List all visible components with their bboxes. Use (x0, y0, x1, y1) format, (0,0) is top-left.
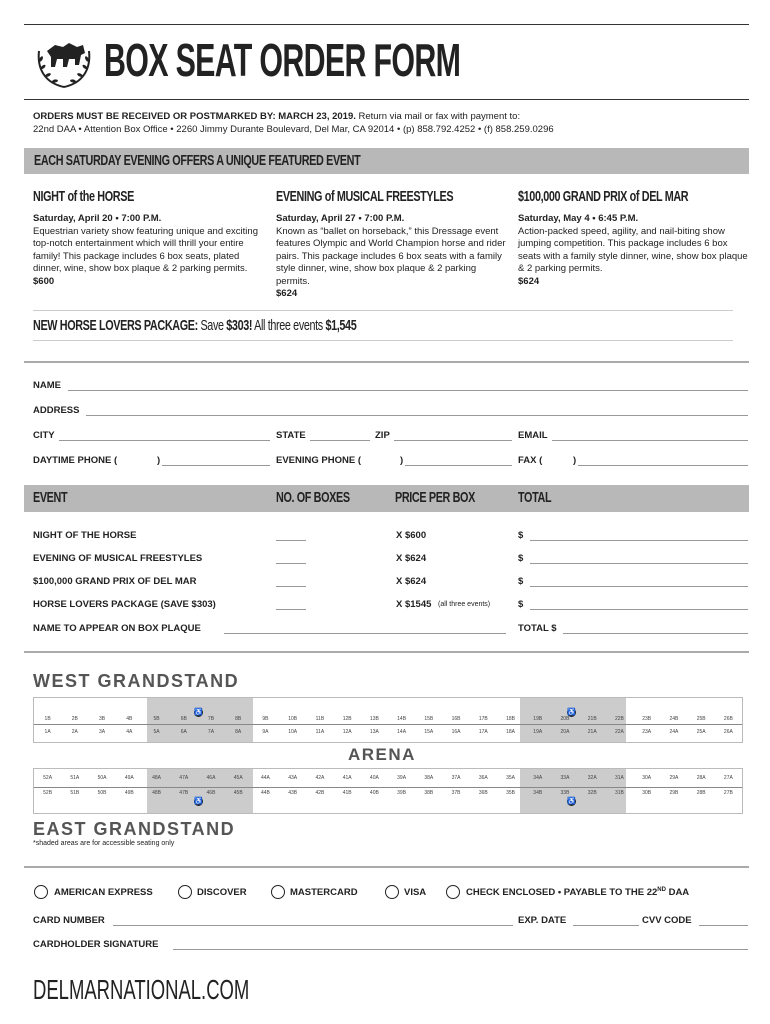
total-field[interactable] (530, 586, 748, 587)
row-price: X $624 (396, 553, 427, 564)
seat-box[interactable]: 35B (506, 790, 515, 796)
signature-field[interactable] (173, 949, 748, 950)
seat-box[interactable]: 34B (533, 790, 543, 796)
seat-box[interactable]: 20A (560, 729, 570, 735)
package-rule (33, 340, 733, 341)
col-event: EVENT (33, 489, 68, 506)
seat-box[interactable]: 37B (451, 790, 461, 796)
package-price: $1,545 (325, 317, 357, 334)
seat-box[interactable]: 42B (315, 790, 325, 796)
seat-box[interactable]: 49A (124, 775, 134, 781)
daytime-phone-paren: ) (157, 455, 161, 466)
seat-box[interactable]: 18B (506, 716, 515, 722)
wheelchair-icon: ♿ (194, 798, 203, 805)
seat-box[interactable]: 32A (587, 775, 597, 781)
name-field[interactable] (68, 390, 748, 391)
city-label: CITY (33, 430, 55, 441)
seat-box[interactable]: 24A (669, 729, 679, 735)
check-sup: ND (657, 887, 666, 893)
seat-box[interactable]: 1A (44, 729, 51, 735)
amex-label: AMERICAN EXPRESS (54, 887, 153, 898)
seat-box[interactable]: 28B (696, 790, 706, 796)
arena-label: ARENA (348, 745, 416, 764)
seat-box[interactable]: 14A (397, 729, 407, 735)
row-divider (34, 787, 742, 788)
seat-box[interactable]: 14B (397, 716, 407, 722)
exp-date-field[interactable] (573, 925, 639, 926)
seat-box[interactable]: 40A (369, 775, 379, 781)
seat-box[interactable]: 34A (533, 775, 543, 781)
east-grandstand-label: EAST GRANDSTAND (33, 819, 236, 839)
total-field[interactable] (530, 609, 748, 610)
package-rest: All three events (252, 317, 326, 334)
seat-box[interactable]: 47B (179, 790, 189, 796)
fax-field[interactable] (578, 465, 748, 466)
seat-box[interactable]: 26A (723, 729, 733, 735)
seat-box[interactable]: 17A (478, 729, 488, 735)
check-label (466, 887, 689, 898)
west-grandstand-chart (33, 697, 743, 743)
event-date: Saturday, April 20 • 7:00 P.M. (33, 213, 162, 224)
seat-box[interactable]: 42A (315, 775, 325, 781)
event-date: Saturday, May 4 • 6:45 P.M. (518, 213, 639, 224)
event-description: Known as “ballet on horseback,” this Dressage event features Olympic and World Champion horse and rider pairs. This package includes 6 box seats with a family style dinner, wine, show box plaque & 2 parking permits. (276, 225, 506, 287)
evening-phone-label: EVENING PHONE ( (276, 455, 361, 466)
west-grandstand-label: WEST GRANDSTAND (33, 671, 240, 691)
event-price: $600 (33, 275, 55, 287)
seat-box[interactable]: 19B (533, 716, 543, 722)
event-title: $100,000 GRAND PRIX of DEL MAR (518, 188, 689, 205)
seat-box[interactable]: 4A (126, 729, 133, 735)
seat-box[interactable]: 41A (342, 775, 352, 781)
seat-box[interactable]: 36B (478, 790, 488, 796)
seat-box[interactable]: 7A (207, 729, 215, 735)
seat-box[interactable]: 39B (397, 790, 407, 796)
seat-box[interactable]: 47A (179, 775, 189, 781)
visa-label: VISA (404, 887, 427, 898)
seat-box[interactable]: 43B (288, 790, 298, 796)
fax-paren: ) (573, 455, 577, 466)
seat-box[interactable]: 24B (669, 716, 679, 722)
seat-box[interactable]: 40B (369, 790, 379, 796)
zip-label: ZIP (375, 430, 390, 441)
horse-logo-icon (33, 33, 95, 91)
seat-box[interactable]: 44A (261, 775, 270, 781)
seat-box[interactable]: 16A (451, 729, 461, 735)
seat-box[interactable]: 21B (587, 716, 597, 722)
seat-box[interactable]: 13B (369, 716, 379, 722)
order-table-header (24, 485, 749, 512)
seat-box[interactable]: 4B (126, 716, 133, 722)
seat-box[interactable]: 51B (70, 790, 80, 796)
event-title: NIGHT of the HORSE (33, 188, 134, 205)
seat-box[interactable]: 23B (642, 716, 652, 722)
seat-box[interactable]: 8A (235, 729, 242, 735)
cvv-field[interactable] (699, 925, 748, 926)
event-title: EVENING of MUSICAL FREESTYLES (276, 188, 454, 205)
footer-website[interactable]: DELMARNATIONAL.COM (33, 974, 250, 1005)
exp-date-label: EXP. DATE (518, 915, 567, 926)
plaque-label: NAME TO APPEAR ON BOX PLAQUE (33, 623, 201, 634)
events-banner (24, 148, 749, 174)
seat-box[interactable]: 27A (723, 775, 733, 781)
deadline-text (33, 111, 748, 124)
col-boxes: NO. OF BOXES (276, 489, 350, 506)
seat-box[interactable]: 25B (696, 716, 706, 722)
deadline-bold: ORDERS MUST BE RECEIVED OR POSTMARKED BY: MARCH 23, 2019. (33, 111, 356, 122)
seat-box[interactable]: 26B (723, 716, 733, 722)
package-save: Save (197, 317, 227, 334)
evening-phone-field[interactable] (405, 465, 512, 466)
state-field[interactable] (310, 440, 370, 441)
row-price: X $600 (396, 530, 427, 541)
seat-box[interactable]: 10A (288, 729, 298, 735)
seat-box[interactable]: 38A (424, 775, 434, 781)
seat-box[interactable]: 22A (615, 729, 624, 735)
seat-box[interactable]: 30A (642, 775, 652, 781)
seat-box[interactable]: 28A (696, 775, 706, 781)
seat-box[interactable]: 44B (261, 790, 270, 796)
col-total: TOTAL (518, 489, 552, 506)
row-divider (34, 724, 742, 725)
seat-box[interactable]: 2A (71, 729, 78, 735)
seat-box[interactable]: 41B (342, 790, 352, 796)
seat-box[interactable]: 29B (669, 790, 679, 796)
boxes-field[interactable] (276, 586, 306, 587)
boxes-field[interactable] (276, 563, 306, 564)
top-rule (24, 24, 749, 25)
mastercard-radio[interactable] (271, 885, 285, 899)
seat-box[interactable]: 35A (506, 775, 515, 781)
seat-box[interactable]: 52A (43, 775, 53, 781)
check-radio[interactable] (446, 885, 460, 899)
dollar-sign: $ (518, 576, 524, 587)
event-price: $624 (518, 275, 540, 287)
seat-box[interactable]: 51A (70, 775, 80, 781)
seat-box[interactable]: 12B (342, 716, 352, 722)
section-divider (24, 866, 749, 868)
seat-box[interactable]: 13A (369, 729, 379, 735)
name-label: NAME (33, 380, 61, 391)
seat-box[interactable]: 3B (99, 716, 106, 722)
seat-box[interactable]: 48A (152, 775, 161, 781)
accessible-note: *shaded areas are for accessible seating only (33, 840, 175, 847)
seat-box[interactable]: 2B (71, 716, 78, 722)
total-field[interactable] (530, 540, 748, 541)
seat-box[interactable]: 52B (43, 790, 53, 796)
address-label: ADDRESS (33, 405, 80, 416)
seat-box[interactable]: 19A (533, 729, 543, 735)
mastercard-label: MASTERCARD (290, 887, 358, 898)
address-field[interactable] (86, 415, 748, 416)
card-number-field[interactable] (113, 925, 513, 926)
seat-box[interactable]: 39A (397, 775, 407, 781)
row-event: $100,000 GRAND PRIX OF DEL MAR (33, 576, 197, 587)
seat-box[interactable]: 1B (44, 716, 51, 722)
seat-box[interactable]: 25A (696, 729, 706, 735)
seat-box[interactable]: 50B (97, 790, 107, 796)
events-banner-text: EACH SATURDAY EVENING OFFERS A UNIQUE FEATURED EVENT (34, 152, 361, 169)
seat-box[interactable]: 31A (615, 775, 624, 781)
city-field[interactable] (59, 440, 270, 441)
seat-box[interactable]: 21A (587, 729, 597, 735)
event-column-3 (518, 186, 750, 288)
event-column-2 (276, 186, 508, 301)
row-event: EVENING OF MUSICAL FREESTYLES (33, 553, 203, 564)
wheelchair-icon: ♿ (194, 709, 203, 716)
boxes-field[interactable] (276, 540, 306, 541)
check-text: CHECK ENCLOSED • PAYABLE TO THE 22 (466, 887, 658, 899)
seat-box[interactable]: 45A (233, 775, 243, 781)
title-rule (24, 99, 749, 100)
grand-total-label: TOTAL $ (518, 623, 557, 634)
package-save-amount: $303! (226, 317, 253, 334)
evening-phone-paren: ) (400, 455, 404, 466)
event-description: Action-packed speed, agility, and nail-biting show jumping competition. This package includes 6 box seats with a family style dinner, wine, show box plaque & 2 parking permits. (518, 225, 748, 274)
seat-box[interactable]: 33A (560, 775, 570, 781)
seat-box[interactable]: 18A (506, 729, 515, 735)
daytime-phone-label: DAYTIME PHONE ( (33, 455, 118, 466)
email-label: EMAIL (518, 430, 548, 441)
events-rule (33, 310, 733, 311)
row-note: (all three events) (438, 601, 491, 608)
row-event: NIGHT OF THE HORSE (33, 530, 137, 541)
wheelchair-icon: ♿ (567, 709, 576, 716)
seat-box[interactable]: 33B (560, 790, 570, 796)
row-price: X $1545 (396, 599, 432, 610)
daytime-phone-field[interactable] (162, 465, 270, 466)
seat-box[interactable]: 46A (206, 775, 216, 781)
seat-box[interactable]: 30B (642, 790, 652, 796)
seat-box[interactable]: 11B (315, 716, 325, 722)
seat-box[interactable]: 29A (669, 775, 679, 781)
check-end: DAA (665, 887, 690, 899)
seat-box[interactable]: 49B (124, 790, 134, 796)
seat-box[interactable]: 7B (207, 716, 215, 722)
seat-box[interactable]: 38B (424, 790, 434, 796)
seat-box[interactable]: 16B (451, 716, 461, 722)
amex-radio[interactable] (34, 885, 48, 899)
seat-box[interactable]: 15B (424, 716, 434, 722)
wheelchair-icon: ♿ (567, 798, 576, 805)
event-price: $624 (276, 288, 298, 299)
seat-box[interactable]: 10B (288, 716, 298, 722)
row-event: HORSE LOVERS PACKAGE (SAVE $303) (33, 599, 216, 610)
seat-box[interactable]: 32B (587, 790, 597, 796)
seat-box[interactable]: 17B (478, 716, 488, 722)
email-field[interactable] (552, 440, 748, 441)
zip-field[interactable] (394, 440, 512, 441)
seat-box[interactable]: 36A (478, 775, 488, 781)
package-label: NEW HORSE LOVERS PACKAGE: (33, 317, 198, 334)
event-description: Equestrian variety show featuring unique and exciting top-notch entertainment which will thrill your entire family! This package includes 6 box seats, plated dinner, wine, show box plaque & 2 parking permits. (33, 225, 258, 274)
east-grandstand-chart (33, 768, 743, 814)
discover-label: DISCOVER (197, 887, 247, 898)
event-column-1 (33, 186, 269, 288)
seat-box[interactable]: 31B (615, 790, 624, 796)
seat-box[interactable]: 50A (97, 775, 107, 781)
grand-total-field[interactable] (563, 633, 748, 634)
seat-box[interactable]: 46B (206, 790, 216, 796)
fax-label: FAX ( (518, 455, 543, 466)
seat-box[interactable]: 9B (262, 716, 269, 722)
seat-box[interactable]: 37A (451, 775, 461, 781)
section-divider (24, 651, 749, 653)
seat-box[interactable]: 48B (152, 790, 161, 796)
seat-box[interactable]: 5B (153, 716, 160, 722)
section-divider (24, 361, 749, 363)
total-field[interactable] (530, 563, 748, 564)
dollar-sign: $ (518, 553, 524, 564)
seat-box[interactable]: 22B (615, 716, 624, 722)
row-price: X $624 (396, 576, 427, 587)
page-title: BOX SEAT ORDER FORM (104, 34, 461, 86)
seat-box[interactable]: 3A (99, 729, 106, 735)
signature-label: CARDHOLDER SIGNATURE (33, 939, 159, 950)
deadline-rest: Return via mail or fax with payment to: (355, 111, 521, 122)
seat-box[interactable]: 45B (233, 790, 243, 796)
horse-lovers-package (33, 315, 356, 337)
plaque-field[interactable] (224, 633, 506, 634)
seat-box[interactable]: 11A (315, 729, 325, 735)
seat-box[interactable]: 6A (180, 729, 187, 735)
seat-box[interactable]: 5A (153, 729, 160, 735)
mailing-address: 22nd DAA • Attention Box Office • 2260 Jimmy Durante Boulevard, Del Mar, CA 92014 • (p) 858.792.4252 • (f) 858.259.0296 (33, 124, 554, 135)
cvv-label: CVV CODE (642, 915, 692, 926)
dollar-sign: $ (518, 530, 524, 541)
seat-box[interactable]: 27B (723, 790, 733, 796)
seat-box[interactable]: 9A (262, 729, 269, 735)
seat-box[interactable]: 43A (288, 775, 298, 781)
event-date: Saturday, April 27 • 7:00 P.M. (276, 213, 405, 224)
boxes-field[interactable] (276, 609, 306, 610)
col-price: PRICE PER BOX (395, 489, 475, 506)
seat-box[interactable]: 12A (342, 729, 352, 735)
seat-box[interactable]: 6B (180, 716, 187, 722)
state-label: STATE (276, 430, 306, 441)
visa-radio[interactable] (385, 885, 399, 899)
seat-box[interactable]: 15A (424, 729, 434, 735)
discover-radio[interactable] (178, 885, 192, 899)
seat-box[interactable]: 20B (560, 716, 570, 722)
card-number-label: CARD NUMBER (33, 915, 105, 926)
seat-box[interactable]: 8B (235, 716, 242, 722)
seat-box[interactable]: 23A (642, 729, 652, 735)
dollar-sign: $ (518, 599, 524, 610)
